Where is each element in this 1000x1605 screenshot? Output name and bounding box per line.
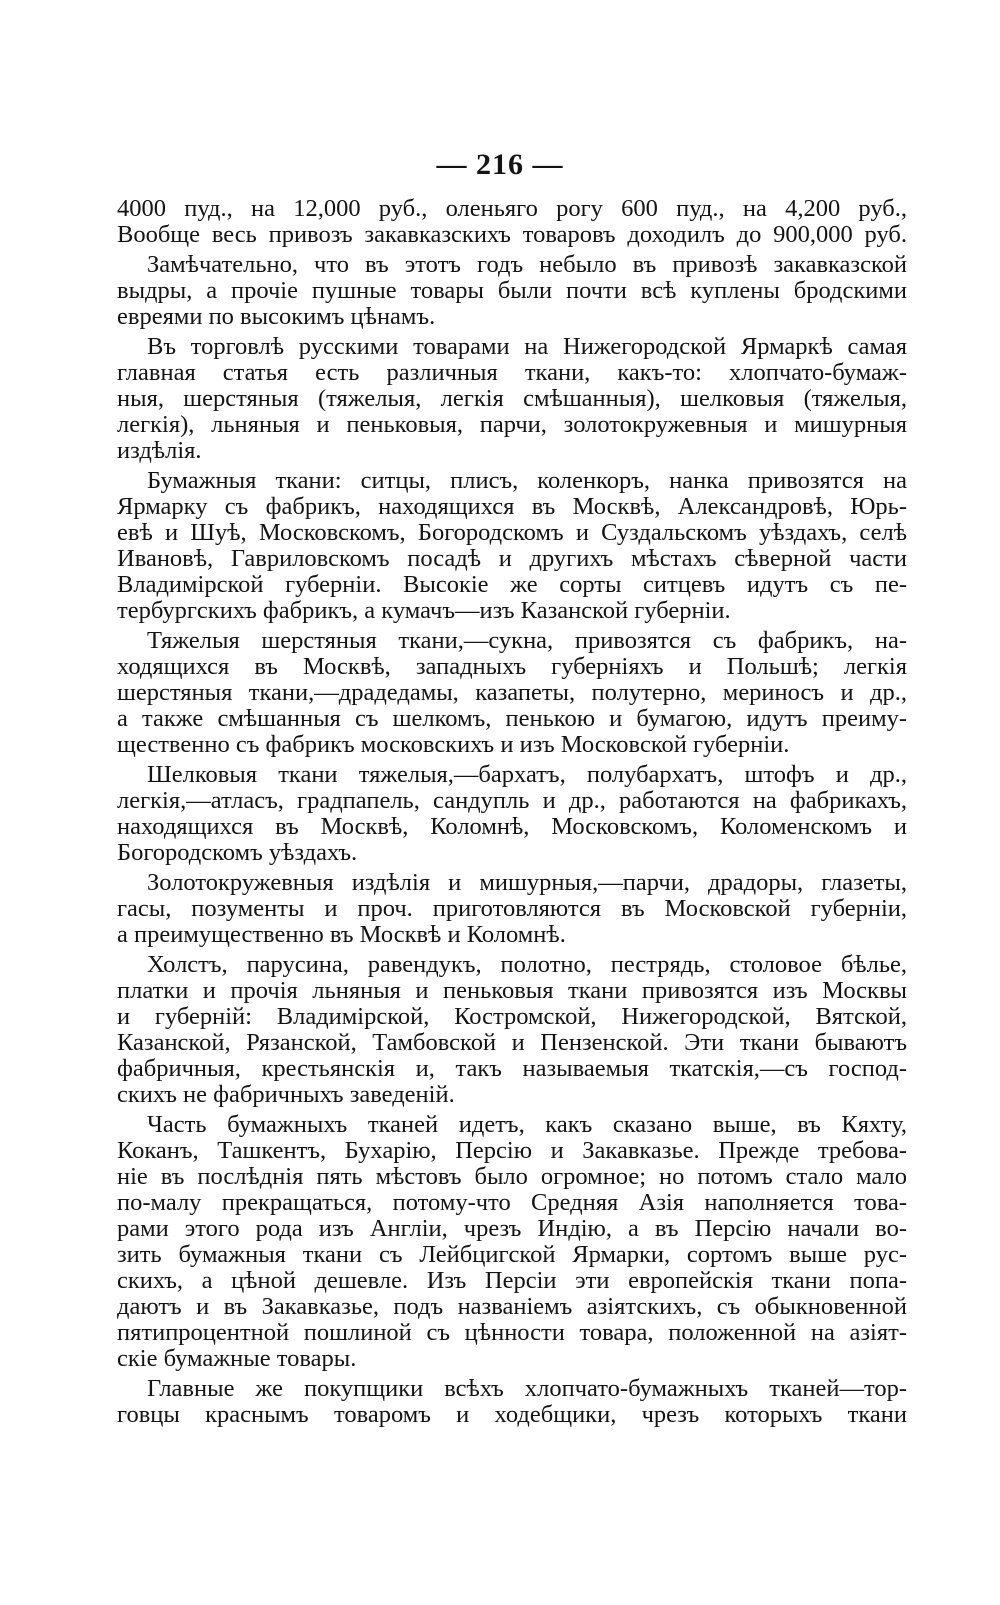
page-number: — 216 — [436,148,564,181]
paragraph-first-line: Часть бумажныхъ тканей идетъ, какъ сказано выше, въ Кяхту, [147,1111,907,1138]
text-line: евѣ и Шуѣ, Московскомъ, Богородскомъ и Суздальскомъ уѣздахъ, селѣ [117,519,907,546]
text-line: Коканъ, Ташкентъ, Бухарію, Персію и Закавказье. Прежде требова- [117,1137,907,1164]
text-line: пятипроцентной пошлиной съ цѣнности товара, положенной на азіят- [117,1319,907,1346]
text-line: Казанской, Рязанской, Тамбовской и Пензенской. Эти ткани бываютъ [117,1029,907,1056]
text-line: находящихся въ Москвѣ, Коломнѣ, Московскомъ, Коломенскомъ и [117,813,907,840]
text-line: зить бумажныя ткани съ Лейбцигской Ярмарки, сортомъ выше рус- [117,1241,907,1268]
text-line: щественно съ фабрикъ московскихъ и изъ Московской губерніи. [117,731,790,758]
text-line: шерстяныя ткани,—драдедамы, казапеты, полутерно, мериносъ и др., [117,679,907,706]
text-line: главная статья есть различныя ткани, какъ-то: хлопчато-бумаж- [117,359,907,386]
text-line: скіе бумажные товары. [117,1345,357,1372]
paragraph-first-line: Главные же покупщики всѣхъ хлопчато-бумажныхъ тканей—тор- [147,1375,907,1402]
paragraph-first-line: Тяжелыя шерстяныя ткани,—сукна, привозятся съ фабрикъ, на- [147,627,907,654]
text-line: по-малу прекращаться, потому-что Средняя Азія наполняется това- [117,1189,907,1216]
text-line: Богородскомъ уѣздахъ. [117,839,358,866]
text-line: фабричныя, крестьянскія и, такъ называемыя ткатскія,—съ господ- [117,1055,907,1082]
text-line: легкія), льняныя и пеньковыя, парчи, золотокружевныя и мишурныя [117,411,907,438]
text-line: гасы, позументы и проч. приготовляются въ Московской губерніи, [117,895,907,922]
text-line: тербургскихъ фабрикъ, а кумачъ—изъ Казанской губерніи. [117,597,731,624]
text-line: платки и прочія льняныя и пеньковыя ткани привозятся изъ Москвы [117,977,907,1004]
text-line: ніе въ послѣднія пять мѣстовъ было огромное; но потомъ стало мало [117,1163,907,1190]
text-line: легкія,—атласъ, градпапель, сандупль и др., работаются на фабрикахъ, [117,787,907,814]
text-line: Ивановѣ, Гавриловскомъ посадѣ и другихъ мѣстахъ сѣверной части [117,545,907,572]
text-line: Ярмарку съ фабрикъ, находящихся въ Москвѣ, Александровѣ, Юрь- [117,493,907,520]
text-line: ныя, шерстяныя (тяжелыя, легкія смѣшанныя), шелковыя (тяжелыя, [117,385,907,412]
text-line: а также смѣшанныя съ шелкомъ, пенькою и бумагою, идутъ преиму- [117,705,907,732]
text-line: издѣлія. [117,437,202,464]
text-line: говцы краснымъ товаромъ и ходебщики, чрезъ которыхъ ткани [117,1401,907,1428]
text-line: евреями по высокимъ цѣнамъ. [117,303,436,330]
body-text [117,196,907,1428]
text-line: и губерній: Владимірской, Костромской, Нижегородской, Вятской, [117,1003,907,1030]
paragraph-first-line: Золотокружевныя издѣлія и мишурныя,—парчи, драдоры, глазеты, [147,869,907,896]
text-line: скихъ, а цѣной дешевле. Изъ Персіи эти европейскія ткани попа- [117,1267,907,1294]
text-line: выдры, а прочіе пушные товары были почти всѣ куплены бродскими [117,277,907,304]
paragraph-first-line: Въ торговлѣ русскими товарами на Нижегородской Ярмаркѣ самая [147,333,907,360]
text-line: скихъ не фабричныхъ заведеній. [117,1081,455,1108]
text-line: рами этого рода изъ Англіи, чрезъ Индію, а въ Персію начали во- [117,1215,907,1242]
paragraph-first-line: Замѣчательно, что въ этотъ годъ небыло въ привозѣ закавказской [147,251,907,278]
text-line: Вообще весь привозъ закавказскихъ товаровъ доходилъ до 900,000 руб. [117,221,907,248]
paragraph-first-line: Холстъ, парусина, равендукъ, полотно, пестрядь, столовое бѣлье, [147,951,907,978]
paragraph-first-line: Шелковыя ткани тяжелыя,—бархатъ, полубархатъ, штофъ и др., [147,761,907,788]
text-line: а преимущественно въ Москвѣ и Коломнѣ. [117,921,566,948]
text-line: 4000 пуд., на 12,000 руб., оленьяго рогу 600 пуд., на 4,200 руб., [117,195,907,222]
text-line: ходящихся въ Москвѣ, западныхъ губерніяхъ и Польшѣ; легкія [117,653,907,680]
text-line: Владимірской губерніи. Высокіе же сорты ситцевъ идутъ съ пе- [117,571,907,598]
paragraph-first-line: Бумажныя ткани: ситцы, плисъ, коленкоръ, нанка привозятся на [147,467,907,494]
text-line: даютъ и въ Закавказье, подъ названіемъ азіятскихъ, съ обыкновенной [117,1293,907,1320]
